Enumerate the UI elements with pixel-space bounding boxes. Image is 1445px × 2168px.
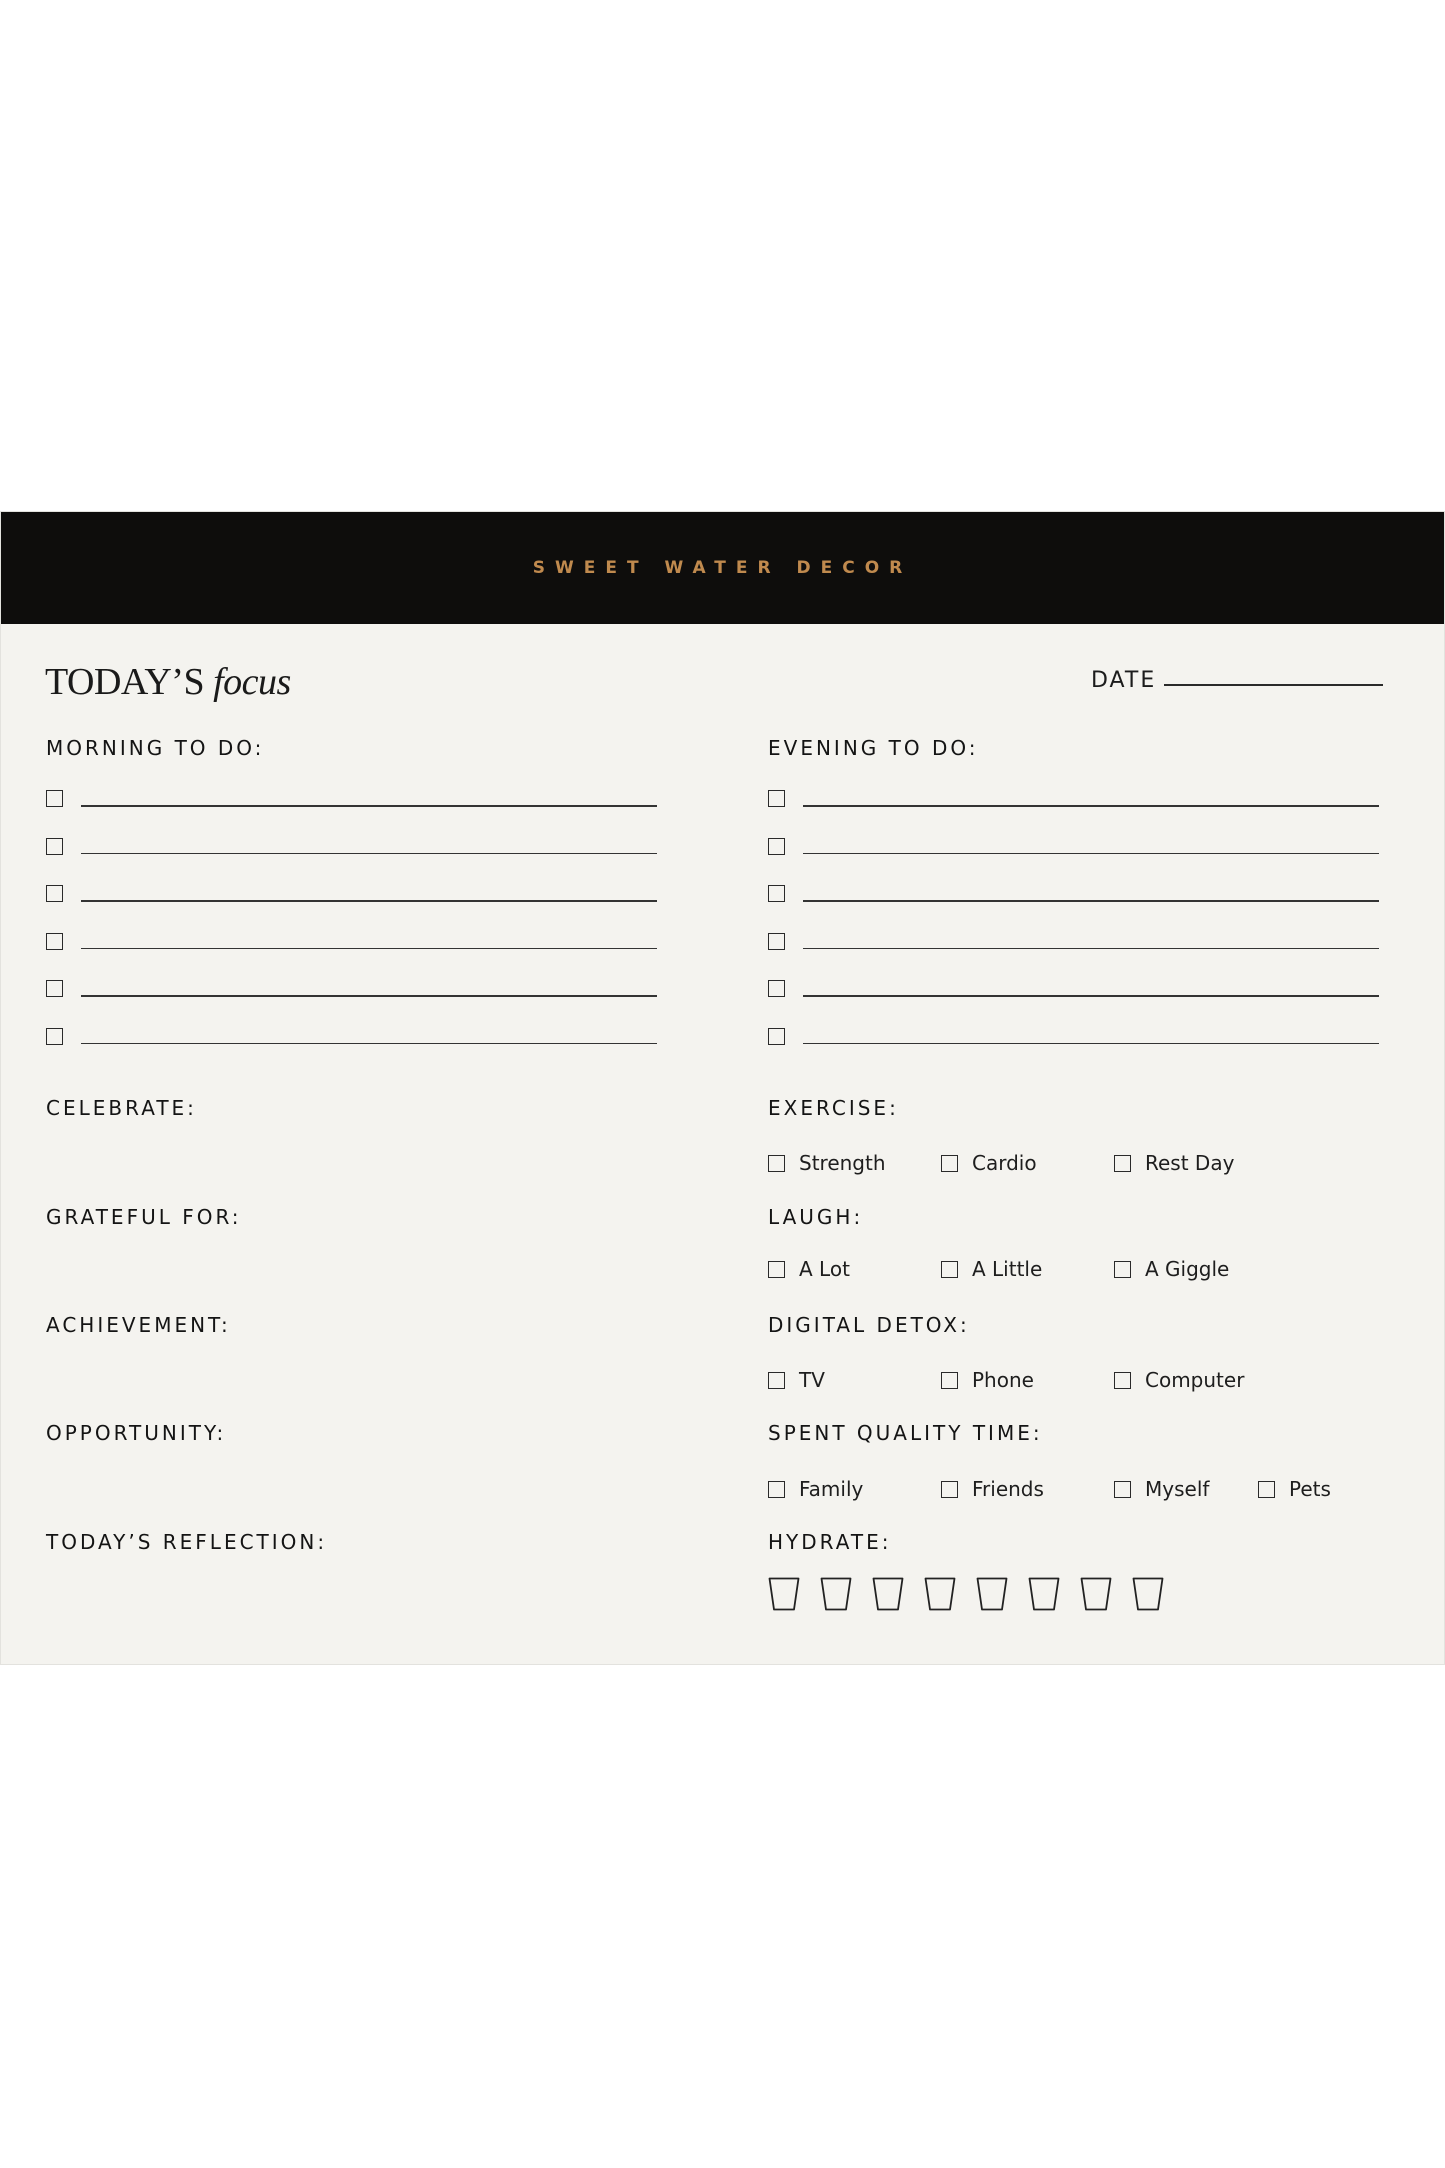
checkbox[interactable] — [941, 1261, 958, 1278]
page-title — [45, 660, 291, 704]
checkbox[interactable] — [1258, 1481, 1275, 1498]
quality-option-myself[interactable]: Myself — [1114, 1477, 1209, 1501]
evening-todo-checkbox[interactable] — [768, 980, 785, 997]
brand-name: SWEET WATER DECOR — [532, 558, 913, 578]
evening-todo-line[interactable] — [803, 948, 1379, 950]
laugh-option-a-lot[interactable]: A Lot — [768, 1257, 850, 1281]
water-cup-icon[interactable] — [1132, 1577, 1164, 1611]
morning-todo-line[interactable] — [81, 948, 657, 950]
celebrate-heading: CELEBRATE: — [46, 1096, 197, 1120]
digital-detox-heading: DIGITAL DETOX: — [768, 1313, 970, 1337]
water-cup-icon[interactable] — [872, 1577, 904, 1611]
opportunity-heading: OPPORTUNITY: — [46, 1421, 227, 1445]
checkbox[interactable] — [941, 1481, 958, 1498]
laugh-heading: LAUGH: — [768, 1205, 864, 1229]
achievement-heading: ACHIEVEMENT: — [46, 1313, 231, 1337]
exercise-heading: EXERCISE: — [768, 1096, 899, 1120]
checkbox[interactable] — [1114, 1155, 1131, 1172]
quality-time-heading: SPENT QUALITY TIME: — [768, 1421, 1043, 1445]
morning-todo-checkbox[interactable] — [46, 838, 63, 855]
laugh-option-a-giggle[interactable]: A Giggle — [1114, 1257, 1229, 1281]
morning-todo-checkbox[interactable] — [46, 933, 63, 950]
morning-todo-line[interactable] — [81, 900, 657, 902]
evening-todo-line[interactable] — [803, 853, 1379, 855]
checkbox[interactable] — [941, 1372, 958, 1389]
exercise-option-cardio[interactable]: Cardio — [941, 1151, 1037, 1175]
title-accent: focus — [213, 661, 291, 703]
checkbox[interactable] — [941, 1155, 958, 1172]
header-band — [1, 512, 1444, 624]
date-field-line[interactable] — [1164, 684, 1383, 686]
morning-todo-line[interactable] — [81, 995, 657, 997]
morning-todo-checkbox[interactable] — [46, 885, 63, 902]
exercise-option-strength[interactable]: Strength — [768, 1151, 886, 1175]
exercise-option-rest-day[interactable]: Rest Day — [1114, 1151, 1234, 1175]
evening-todo-checkbox[interactable] — [768, 933, 785, 950]
detox-option-computer[interactable]: Computer — [1114, 1368, 1244, 1392]
water-cup-icon[interactable] — [976, 1577, 1008, 1611]
water-cup-icon[interactable] — [820, 1577, 852, 1611]
water-cup-icon[interactable] — [924, 1577, 956, 1611]
reflection-heading: TODAY’S REFLECTION: — [46, 1530, 328, 1554]
morning-heading: MORNING TO DO: — [46, 736, 265, 760]
grateful-heading: GRATEFUL FOR: — [46, 1205, 242, 1229]
detox-option-tv[interactable]: TV — [768, 1368, 825, 1392]
checkbox[interactable] — [1114, 1481, 1131, 1498]
water-cup-icon[interactable] — [1080, 1577, 1112, 1611]
morning-todo-line[interactable] — [81, 805, 657, 807]
morning-todo-line[interactable] — [81, 1043, 657, 1045]
evening-todo-line[interactable] — [803, 995, 1379, 997]
hydrate-heading: HYDRATE: — [768, 1530, 892, 1554]
quality-option-friends[interactable]: Friends — [941, 1477, 1044, 1501]
evening-heading: EVENING TO DO: — [768, 736, 979, 760]
title-main: TODAY’S — [45, 661, 205, 703]
planner-pad — [1, 512, 1444, 1664]
quality-option-family[interactable]: Family — [768, 1477, 863, 1501]
evening-todo-line[interactable] — [803, 1043, 1379, 1045]
evening-todo-checkbox[interactable] — [768, 1028, 785, 1045]
morning-todo-checkbox[interactable] — [46, 790, 63, 807]
quality-option-pets[interactable]: Pets — [1258, 1477, 1331, 1501]
checkbox[interactable] — [768, 1372, 785, 1389]
evening-todo-line[interactable] — [803, 805, 1379, 807]
laugh-option-a-little[interactable]: A Little — [941, 1257, 1042, 1281]
checkbox[interactable] — [768, 1155, 785, 1172]
evening-todo-checkbox[interactable] — [768, 885, 785, 902]
morning-todo-checkbox[interactable] — [46, 1028, 63, 1045]
detox-option-phone[interactable]: Phone — [941, 1368, 1034, 1392]
date-label: DATE — [1091, 668, 1157, 693]
evening-todo-line[interactable] — [803, 900, 1379, 902]
checkbox[interactable] — [1114, 1372, 1131, 1389]
morning-todo-line[interactable] — [81, 853, 657, 855]
water-cup-icon[interactable] — [768, 1577, 800, 1611]
water-cup-icon[interactable] — [1028, 1577, 1060, 1611]
checkbox[interactable] — [768, 1481, 785, 1498]
evening-todo-checkbox[interactable] — [768, 790, 785, 807]
checkbox[interactable] — [768, 1261, 785, 1278]
morning-todo-checkbox[interactable] — [46, 980, 63, 997]
evening-todo-checkbox[interactable] — [768, 838, 785, 855]
checkbox[interactable] — [1114, 1261, 1131, 1278]
